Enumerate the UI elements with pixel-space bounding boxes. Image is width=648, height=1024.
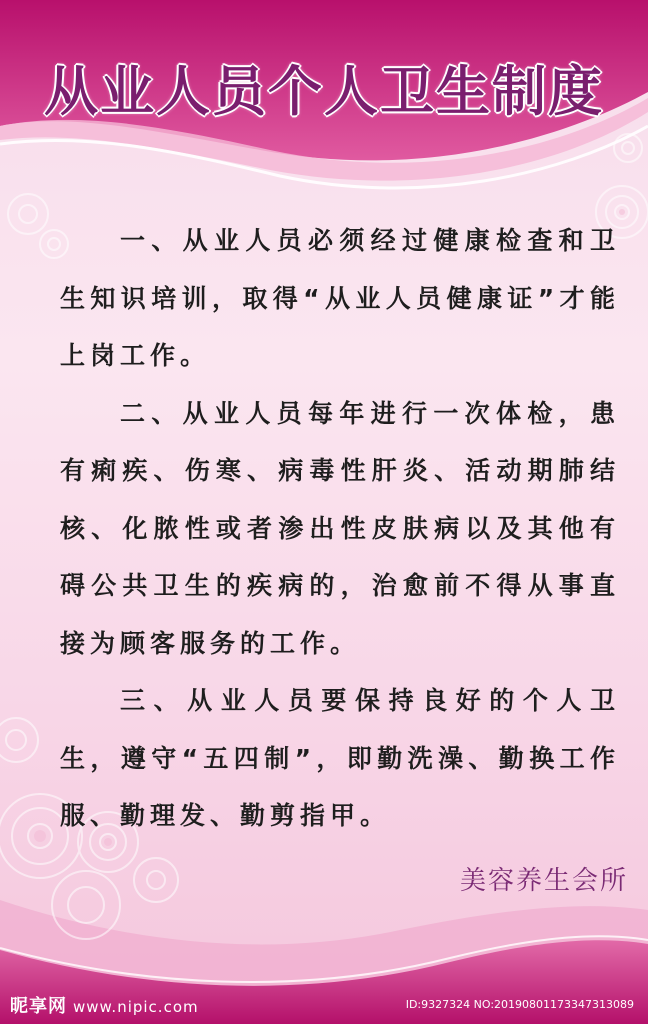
watermark-url: www.nipic.com <box>73 998 199 1016</box>
watermark-id: ID:9327324 NO:20190801173347313089 <box>405 998 634 1011</box>
watermark-brand-name: 昵享网 <box>10 996 67 1017</box>
watermark-brand <box>10 992 199 1018</box>
regulation-item-1: 一、从业人员必须经过健康检查和卫生知识培训，取得“从业人员健康证”才能上岗工作。 <box>60 226 620 370</box>
regulation-body <box>60 212 620 845</box>
regulation-item-2: 二、从业人员每年进行一次体检，患有痢疾、伤寒、病毒性肝炎、活动期肺结核、化脓性或者渗出性皮肤病以及其他有碍公共卫生的疾病的，治愈前不得从事直接为顾客服务的工作。 <box>60 398 620 658</box>
organization-signature: 美容养生会所 <box>459 866 628 896</box>
regulation-item-3: 三、从业人员要保持良好的个人卫生，遵守“五四制”，即勤洗澡、勤换工作服、勤理发、勤剪指甲。 <box>60 686 620 830</box>
poster-title: 从业人员个人卫生制度 <box>44 60 604 123</box>
